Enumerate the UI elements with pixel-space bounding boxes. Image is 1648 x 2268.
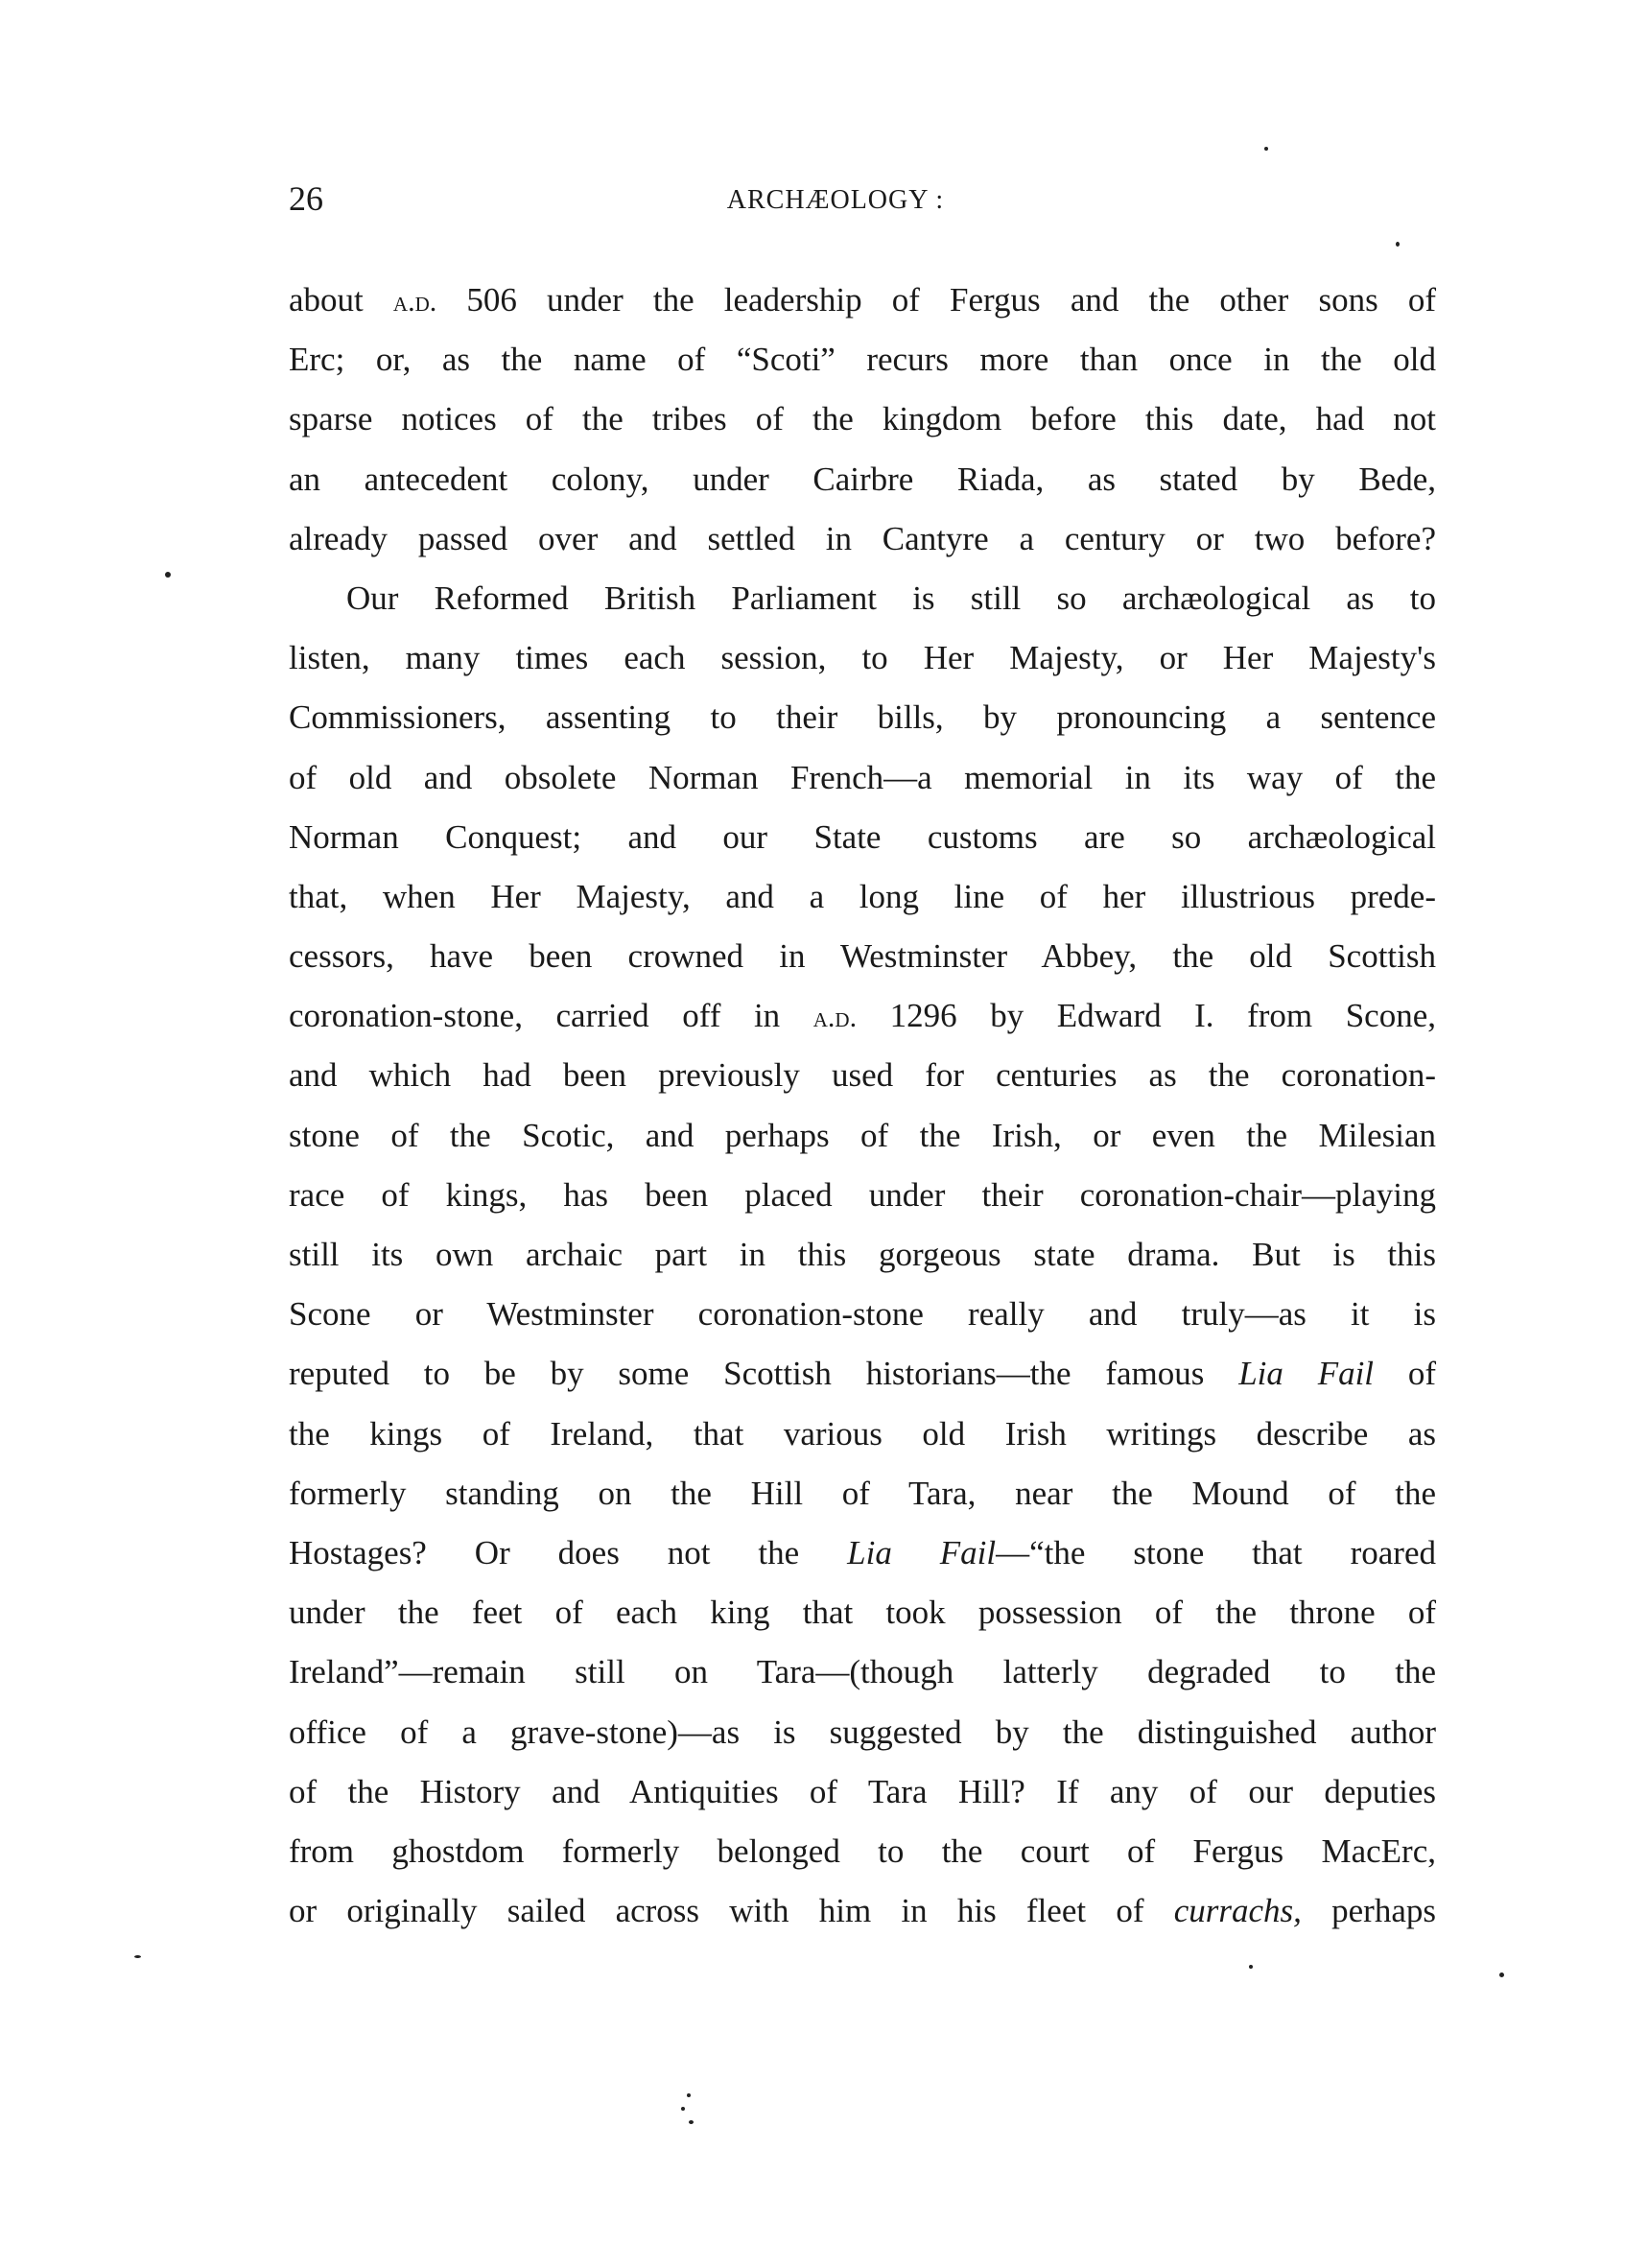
text-line [289, 1524, 1436, 1583]
page-number: 26 [289, 179, 323, 218]
italic-text: Lia Fail [1238, 1355, 1375, 1393]
text-line [289, 1405, 1436, 1464]
text-segment: perhaps [1301, 1892, 1436, 1930]
text-line [289, 986, 1436, 1046]
text-line [289, 1703, 1436, 1762]
text-line [289, 1046, 1436, 1105]
text-segment: Erc; or, as the name of “Scoti” recurs more than once in the old [289, 341, 1436, 379]
text-line [289, 569, 1436, 628]
text-segment: an antecedent colony, under Cairbre Riada, as stated by Bede, [289, 460, 1436, 498]
text-segment: and which had been previously used for centuries as the coronation- [289, 1056, 1436, 1095]
text-segment: Commissioners, assenting to their bills, by pronouncing a sentence [289, 698, 1436, 737]
text-segment: sparse notices of the tribes of the kingdom before this date, had not [289, 400, 1436, 438]
text-segment: stone of the Scotic, and perhaps of the Irish, or even the Milesian [289, 1116, 1436, 1154]
text-segment: 506 under the leadership of Fergus and the other sons of [436, 281, 1436, 319]
text-line [289, 1642, 1436, 1702]
text-segment: from ghostdom formerly belonged to the court of Fergus MacErc, [289, 1831, 1436, 1870]
scan-speck [681, 2107, 685, 2111]
text-line [289, 808, 1436, 867]
italic-text: Lia Fail [847, 1533, 997, 1571]
text-line [289, 1881, 1436, 1941]
text-line [289, 748, 1436, 808]
text-segment: —“the stone that roared [996, 1533, 1436, 1571]
text-segment: of [1374, 1355, 1436, 1393]
text-line [289, 1583, 1436, 1642]
text-line [289, 1822, 1436, 1881]
text-line [289, 271, 1436, 330]
text-line [289, 1762, 1436, 1822]
text-segment: under the feet of each king that took possession of the throne of [289, 1594, 1436, 1632]
text-segment: still its own archaic part in this gorgeous state drama. But is this [289, 1236, 1436, 1273]
italic-text: currachs, [1173, 1892, 1302, 1930]
text-segment: reputed to be by some Scottish historians—the famous [289, 1355, 1239, 1393]
text-segment: Ireland”—remain still on Tara—(though latterly degraded to the [289, 1653, 1436, 1691]
body-text [289, 271, 1436, 1941]
text-segment: about [289, 281, 393, 319]
text-segment: Our Reformed British Parliament is still so archæological as to [346, 579, 1436, 617]
text-line [289, 1225, 1436, 1285]
text-segment: Scone or Westminster coronation-stone really and truly—as it is [289, 1295, 1436, 1334]
scan-speck [165, 572, 171, 578]
scan-speck [1264, 147, 1268, 151]
text-segment: of the History and Antiquities of Tara Hill? If any of our deputies [289, 1772, 1436, 1810]
text-segment: that, when Her Majesty, and a long line of her illustrious prede- [289, 877, 1436, 915]
text-segment: race of kings, has been placed under their coronation-chair—playing [289, 1175, 1436, 1214]
scan-speck [689, 2120, 694, 2124]
scan-speck [1499, 1973, 1504, 1977]
text-line [289, 1166, 1436, 1225]
scan-speck [687, 2093, 691, 2097]
text-segment: of old and obsolete Norman French—a memorial in its way of the [289, 758, 1436, 796]
scan-speck [134, 1955, 141, 1958]
running-head: ARCHÆOLOGY : [726, 185, 945, 215]
text-line [289, 867, 1436, 927]
text-line [289, 1344, 1436, 1404]
scan-speck [1249, 1965, 1253, 1969]
text-segment: 1296 by Edward I. from Scone, [857, 997, 1436, 1035]
text-segment: the kings of Ireland, that various old Irish writings describe as [289, 1414, 1436, 1453]
text-line [289, 1106, 1436, 1166]
text-segment: Norman Conquest; and our State customs are so archæological [289, 817, 1436, 856]
text-segment: formerly standing on the Hill of Tara, near the Mound of the [289, 1474, 1436, 1512]
text-segment: listen, many times each session, to Her Majesty, or Her Majesty's [289, 639, 1436, 677]
text-line [289, 688, 1436, 747]
text-line [289, 628, 1436, 688]
text-segment: office of a grave-stone)—as is suggested by the distinguished author [289, 1713, 1436, 1751]
small-caps-text: a.d. [812, 1002, 858, 1034]
text-segment: already passed over and settled in Cantyre a century or two before? [289, 519, 1436, 557]
text-line [289, 509, 1436, 569]
text-line [289, 927, 1436, 986]
text-line [289, 1285, 1436, 1344]
text-segment: or originally sailed across with him in his fleet of [289, 1892, 1174, 1930]
text-segment: Hostages? Or does not the [289, 1533, 848, 1571]
text-line [289, 450, 1436, 509]
text-line [289, 390, 1436, 449]
text-line [289, 1464, 1436, 1524]
small-caps-text: a.d. [392, 286, 437, 318]
text-segment: coronation-stone, carried off in [289, 997, 813, 1035]
text-line [289, 330, 1436, 390]
scan-speck [1396, 242, 1400, 247]
text-segment: cessors, have been crowned in Westminster Abbey, the old Scottish [289, 937, 1436, 976]
